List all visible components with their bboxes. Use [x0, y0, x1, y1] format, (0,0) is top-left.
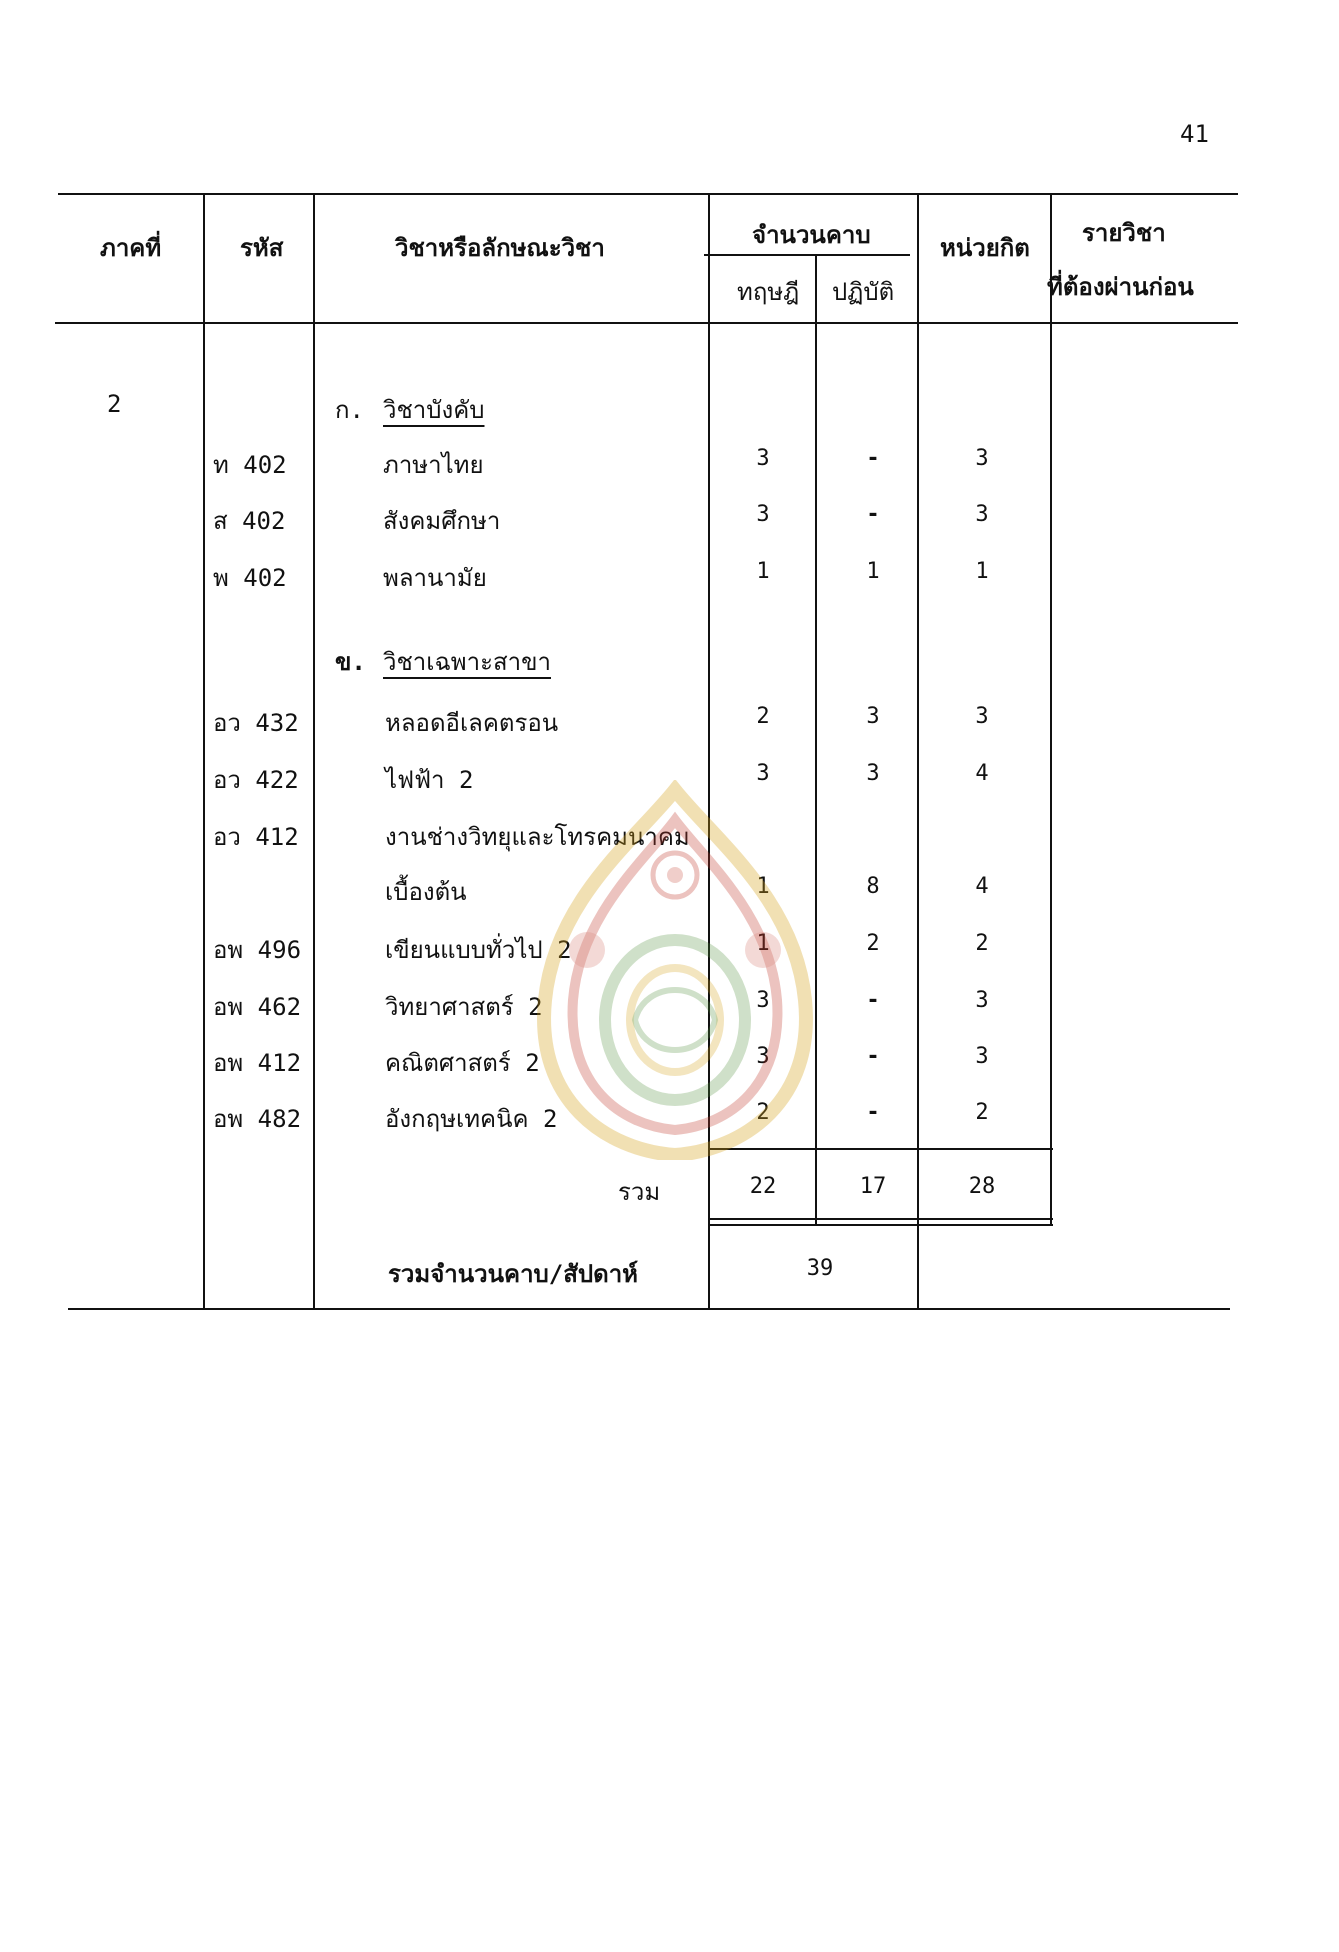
row-theory: 1	[756, 874, 770, 899]
header-prereq-line2: ที่ต้องผ่านก่อน	[1047, 273, 1194, 301]
col-divider-credits	[1050, 193, 1052, 1225]
row-credits: 3	[975, 446, 989, 471]
row-credits: 1	[975, 559, 989, 584]
row-practice: -	[866, 1044, 880, 1069]
row-theory: 3	[756, 988, 770, 1013]
row-credits: 3	[975, 1044, 989, 1069]
group-label-b: ข.	[335, 648, 366, 676]
group-label-a: ก.	[335, 396, 364, 424]
row-name-continued: เบื้องต้น	[385, 878, 467, 906]
total-theory: 22	[749, 1174, 777, 1199]
row-code: อว 432	[213, 709, 299, 737]
header-periods: จำนวนคาบ	[752, 221, 871, 249]
row-name: วิทยาศาสตร์ 2	[385, 993, 543, 1021]
row-name: อังกฤษเทคนิค 2	[385, 1105, 558, 1133]
periods-subheader-rule	[704, 254, 910, 256]
header-credits: หน่วยกิต	[940, 234, 1030, 262]
row-theory: 3	[756, 761, 770, 786]
row-practice: 2	[866, 931, 880, 956]
row-code: อพ 462	[213, 993, 302, 1021]
row-theory: 3	[756, 502, 770, 527]
watermark-seal-icon	[525, 780, 825, 1160]
row-code: ส 402	[213, 507, 286, 535]
row-practice: 3	[866, 761, 880, 786]
term-value: 2	[107, 390, 122, 418]
row-theory: 2	[756, 1100, 770, 1125]
group-title-b: วิชาเฉพาะสาขา	[383, 648, 551, 676]
row-name: คณิตศาสตร์ 2	[385, 1049, 540, 1077]
row-credits: 3	[975, 988, 989, 1013]
weekly-total-value: 39	[806, 1256, 834, 1281]
weekly-total-label: รวมจำนวนคาบ/สัปดาห์	[388, 1260, 638, 1288]
row-name: ไฟฟ้า 2	[385, 766, 474, 794]
row-name: ภาษาไทย	[383, 451, 484, 479]
table-top-rule	[58, 193, 1238, 195]
header-practice: ปฏิบัติ	[832, 278, 895, 306]
group-title-a: วิชาบังคับ	[383, 396, 485, 424]
row-credits: 4	[975, 874, 989, 899]
row-practice: 3	[866, 704, 880, 729]
row-practice: -	[866, 502, 880, 527]
total-practice: 17	[859, 1174, 887, 1199]
row-theory: 3	[756, 446, 770, 471]
row-code: ท 402	[213, 451, 287, 479]
col-divider-term	[203, 193, 205, 1308]
row-code: อว 422	[213, 766, 299, 794]
row-name: สังคมศึกษา	[383, 507, 501, 535]
row-name: หลอดอีเลคตรอน	[385, 709, 559, 737]
row-code: พ 402	[213, 564, 287, 592]
header-prereq-line1: รายวิชา	[1082, 219, 1166, 247]
row-theory: 1	[756, 931, 770, 956]
row-code: อพ 482	[213, 1105, 302, 1133]
row-theory: 2	[756, 704, 770, 729]
row-credits: 3	[975, 502, 989, 527]
header-subject: วิชาหรือลักษณะวิชา	[395, 234, 605, 262]
row-practice: 1	[866, 559, 880, 584]
row-practice: 8	[866, 874, 880, 899]
row-theory: 1	[756, 559, 770, 584]
header-theory: ทฤษฎี	[737, 278, 800, 306]
header-bottom-rule	[55, 322, 1238, 324]
row-code: อพ 412	[213, 1049, 302, 1077]
row-name: งานช่างวิทยุและโทรคมนาคม	[385, 823, 690, 851]
col-divider-practice	[917, 193, 919, 1308]
row-practice: -	[866, 988, 880, 1013]
total-credits: 28	[968, 1174, 996, 1199]
row-credits: 2	[975, 931, 989, 956]
header-term: ภาคที่	[100, 234, 162, 262]
total-bottom-rule-2	[710, 1224, 1053, 1226]
row-credits: 3	[975, 704, 989, 729]
col-divider-code	[313, 193, 315, 1308]
row-name: พลานามัย	[383, 564, 487, 592]
total-bottom-rule-1	[710, 1218, 1053, 1220]
row-code: อพ 496	[213, 936, 302, 964]
row-theory: 3	[756, 1044, 770, 1069]
row-practice: -	[866, 446, 880, 471]
header-code: รหัส	[240, 234, 284, 262]
row-code: อว 412	[213, 823, 299, 851]
total-label: รวม	[618, 1178, 661, 1206]
row-name: เขียนแบบทั่วไป 2	[385, 936, 572, 964]
page-number: 41	[1180, 120, 1209, 148]
row-credits: 2	[975, 1100, 989, 1125]
row-credits: 4	[975, 761, 989, 786]
table-bottom-rule	[68, 1308, 1230, 1310]
row-practice: -	[866, 1100, 880, 1125]
